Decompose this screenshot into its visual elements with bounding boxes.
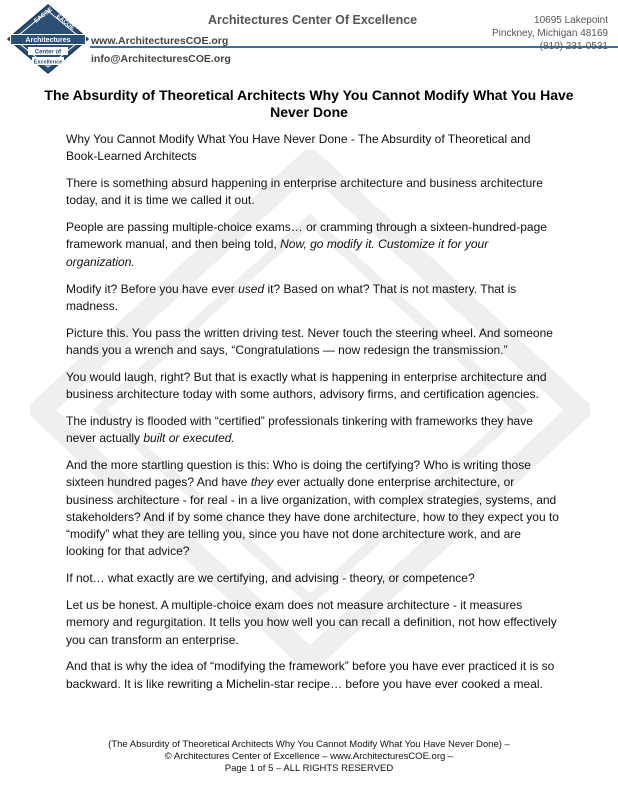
- paragraph-text: People are passing multiple-choice exams… or cramming through a sixteen-hundred-page framework manual, and then being told,: [66, 220, 547, 252]
- logo-band-text: Architectures: [25, 37, 71, 44]
- website-link[interactable]: www.ArchitecturesCOE.org: [91, 35, 229, 47]
- address-line-2: Pinckney, Michigan 48169: [492, 28, 608, 39]
- document-title: The Absurdity of Theoretical Architects Why You Cannot Modify What You Have Never Done: [44, 87, 574, 120]
- paragraph-text: Let us be honest. A multiple-choice exam does not measure architecture - it measures memory and regurgitation. It tells you how well you can recall a definition, not how effectively you can transform an enterprise.: [66, 598, 557, 647]
- body-paragraph: [66, 369, 559, 404]
- paragraph-text: The industry is flooded with “certified” professionals tinkering with frameworks they have never actually: [66, 413, 533, 446]
- paragraph-text: Why You Cannot Modify What You Have Never Done - The Absurdity of Theoretical and Book-Learned Architects: [66, 132, 531, 164]
- body-paragraph: [66, 131, 559, 166]
- body-paragraph: [66, 658, 559, 693]
- paragraph-text: Picture this. You pass the written driving test. Never touch the steering wheel. And someone hands you a wrench and says, “Congratulations — now redesign the transmission.”: [66, 325, 553, 357]
- body-paragraph: [66, 281, 559, 316]
- body-paragraph: [66, 457, 559, 561]
- emphasis-text: used: [238, 281, 265, 296]
- logo-top-text-mirror: EACOE: [54, 13, 76, 32]
- phone-number: (810) 231-0531: [539, 41, 608, 52]
- emphasis-text: they: [250, 475, 274, 490]
- address-line-1: 10695 Lakepoint: [534, 15, 608, 26]
- paragraph-text: You would laugh, right? But that is exactly what is happening in enterprise architecture and business architecture today with some authors, advisory firms, and certification agencies.: [66, 369, 547, 402]
- footer-line-1: (The Absurdity of Theoretical Architects Why You Cannot Modify What You Have Never Done) –: [108, 739, 510, 750]
- paragraph-text: it? Based on what? That is not mastery. That is madness.: [66, 281, 517, 313]
- contact-block: [492, 14, 608, 53]
- logo-top-text: EACOE: [33, 6, 55, 25]
- paragraph-text: There is something absurd happening in enterprise architecture and business architecture today, and it is time we called it out.: [66, 176, 543, 208]
- footer-line-3: Page 1 of 5 – ALL RIGHTS RESERVED: [224, 763, 394, 774]
- body-paragraph: [66, 413, 559, 448]
- body-paragraph: [66, 325, 559, 360]
- paragraph-text: And that is why the idea of “modifying the framework” before you have ever practiced it is so backward. It is like rewriting a Michelin-star recipe… before you have ever cooked a meal.: [66, 659, 555, 691]
- paragraph-text: If not… what exactly are we certifying, and advising - theory, or competence?: [66, 571, 475, 586]
- paragraph-text: And the more startling question is this: Who is doing the certifying? Who is writing those sixteen hundred pages? And have: [66, 457, 531, 490]
- footer-line-2: © Architectures Center of Excellence – www.ArchitecturesCOE.org –: [164, 751, 454, 762]
- body-paragraph: [66, 219, 559, 271]
- logo-bottom-text: Excellence: [33, 59, 63, 66]
- emphasis-text: Now, go modify it. Customize it for your organization.: [66, 237, 489, 269]
- paragraph-text: ever actually done enterprise architecture, or business architecture - for real - in a live organization, with complex strategies, systems, and stakeholders? And if by some chance they have done architecture, how to they expect you to “modify” what they are telling you, since you have not done architecture work, and are looking for that advice?: [66, 475, 559, 559]
- eacoe-logo: [6, 3, 90, 75]
- body-paragraph: [66, 570, 559, 587]
- body-paragraph: [66, 597, 559, 649]
- paragraph-text: Modify it? Before you have ever: [66, 281, 239, 296]
- email-link[interactable]: info@ArchitecturesCOE.org: [91, 53, 231, 65]
- document-body: [66, 131, 559, 703]
- org-name: Architectures Center Of Excellence: [208, 13, 418, 27]
- body-paragraph: [66, 175, 559, 210]
- page-footer: [0, 739, 618, 775]
- logo-center-text: Center of: [34, 49, 62, 56]
- emphasis-text: built or executed.: [143, 431, 235, 446]
